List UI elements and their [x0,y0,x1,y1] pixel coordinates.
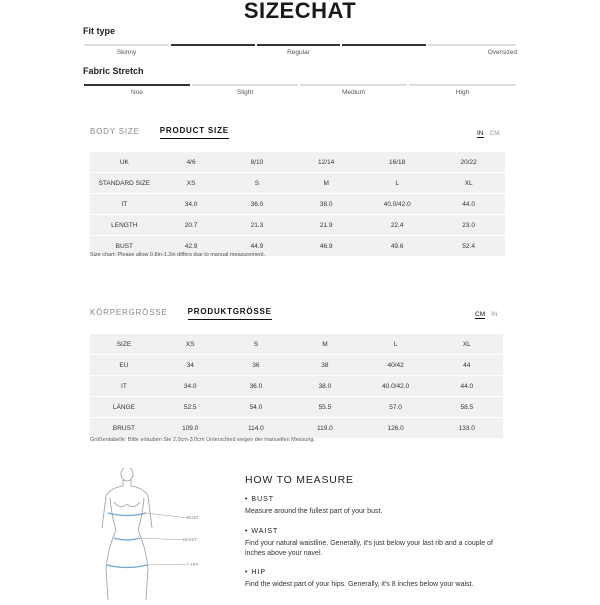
table-row [90,418,503,439]
row-header-cell: EU [90,355,158,376]
table-cell: 109.0 [158,418,223,439]
fit-type-scale [83,40,517,56]
table-cell: 54.0 [223,397,290,418]
measure-bust-heading: • BUST [245,496,275,503]
table-row [90,173,505,194]
size-table-en [90,152,505,256]
table-cell: 16/18 [389,158,406,166]
measure-waist-desc: Find your natural waistline. Generally, it's just below your last rib and a couple of inches above your navel. [245,540,493,557]
table-cell: 23.0 [432,215,505,236]
table-cell: 44.9 [224,236,291,257]
table-cell: 42.9 [159,236,224,257]
table-cell: 8/10 [250,158,264,166]
table-cell: 126.0 [361,418,431,439]
figure-label-waist: WAIST [183,537,198,542]
row-header-cell: BUST [90,236,159,257]
table-row [90,215,505,236]
table-cell: XL [432,173,505,194]
table-cell: 34.0 [158,376,223,397]
table-row [90,334,503,355]
fit-option-regular: Regular [170,40,427,56]
table-cell: 57.0 [361,397,431,418]
table-cell: S [224,173,291,194]
row-header-cell: BRUST [90,418,158,439]
table-cell: 40.0/42.0 [361,376,431,397]
table-cell: 21.3 [224,215,291,236]
row-header-cell: IT [90,376,158,397]
table-cell: 52.4 [432,236,505,257]
measure-hip-desc: Find the widest part of your hips. Generally, it's 8 inches below your waist. [245,581,474,588]
table-cell: 58.5 [431,397,503,418]
table-cell: 20.7 [159,215,224,236]
fit-type-label: Fit type [83,26,116,36]
table-cell: 36.0 [224,194,291,215]
figure-label-hip: HIP [191,562,199,567]
tab-produktgroesse[interactable]: PRODUKTGRÖSSE [188,307,272,320]
table-row [90,397,503,418]
row-header-cell: SIZE [116,340,132,348]
table-cell: M [290,173,362,194]
figure-label-bust: BUST [187,515,200,520]
table-cell: 34 [158,355,223,376]
unit-cm-de[interactable]: CM [475,311,486,318]
table-cell: 44.0 [432,194,505,215]
unit-toggle-de [475,311,498,319]
row-header-cell: LENGTH [90,215,159,236]
table-row [90,152,505,173]
table-cell: L [393,340,398,348]
fabric-stretch-label: Fabric Stretch [83,66,144,76]
table-cell: 114.0 [223,418,290,439]
table-cell: 55.5 [289,397,360,418]
table-cell: 4/6 [186,158,196,166]
table-cell: 40.0/42.0 [362,194,432,215]
size-note-en: Size chart: Please allow 0.8in-1.2in differs due to manual measurement. [90,252,266,258]
table-cell: 36 [223,355,290,376]
unit-in-de[interactable]: IN [491,311,498,318]
fabric-stretch-scale [83,80,517,96]
table-cell: 40/42 [361,355,431,376]
fit-option-oversized: Oversized [427,40,517,56]
table-cell: 38 [289,355,360,376]
table-cell: M [322,340,328,348]
row-header-cell: UK [119,158,129,166]
fit-option-skinny: Skinny [83,40,170,56]
table-cell: 52.5 [158,397,223,418]
tab-koerpergroesse[interactable]: KÖRPERGRÖSSE [90,308,168,317]
table-cell: L [362,173,432,194]
body-figure-illustration [92,468,210,600]
table-row [90,355,503,376]
unit-toggle-en [477,130,500,138]
table-cell: 20/22 [460,158,477,166]
table-cell: XS [185,340,195,348]
measure-waist-heading: • WAIST [245,528,279,535]
table-row [90,194,505,215]
table-row [90,376,503,397]
size-tabs-en [90,126,229,139]
how-to-measure-title: HOW TO MEASURE [245,474,354,486]
unit-in[interactable]: IN [477,130,484,137]
table-cell: 133.0 [431,418,503,439]
size-table-de [90,334,503,438]
table-cell: 119.0 [289,418,360,439]
table-cell: 44.0 [431,376,503,397]
table-cell: 38.0 [289,376,360,397]
measure-hip-heading: • HIP [245,569,267,576]
table-cell: XS [159,173,224,194]
table-cell: 46.9 [290,236,362,257]
stretch-option-slight: Slight [191,80,299,96]
table-cell: 21.9 [290,215,362,236]
row-header-cell: LÄNGE [90,397,158,418]
measure-bust-desc: Measure around the fullest part of your bust. [245,508,383,515]
tab-product-size[interactable]: PRODUCT SIZE [160,126,229,139]
table-cell: 49.6 [362,236,432,257]
table-cell: S [253,340,259,348]
page-title: SIZECHAT [243,0,357,23]
stretch-option-medium: Medium [299,80,408,96]
stretch-option-high: High [408,80,517,96]
table-cell: 36.0 [223,376,290,397]
size-tabs-de [90,307,272,320]
table-cell: 38.0 [290,194,362,215]
row-header-cell: IT [90,194,159,215]
stretch-option-none: Noe [83,80,191,96]
table-cell: XL [462,340,471,348]
table-cell: 12/14 [318,158,335,166]
unit-cm[interactable]: CM [489,130,500,137]
table-cell: 34.0 [159,194,224,215]
row-header-cell: STANDARD SIZE [90,173,159,194]
tab-body-size[interactable]: BODY SIZE [90,127,140,136]
table-cell: 22.4 [362,215,432,236]
size-note-de: Größentabelle: Bitte erlauben Sie 2,0cm-3,0cm Unterschied wegen der manuellen Messung. [90,437,316,443]
table-cell: 44 [431,355,503,376]
